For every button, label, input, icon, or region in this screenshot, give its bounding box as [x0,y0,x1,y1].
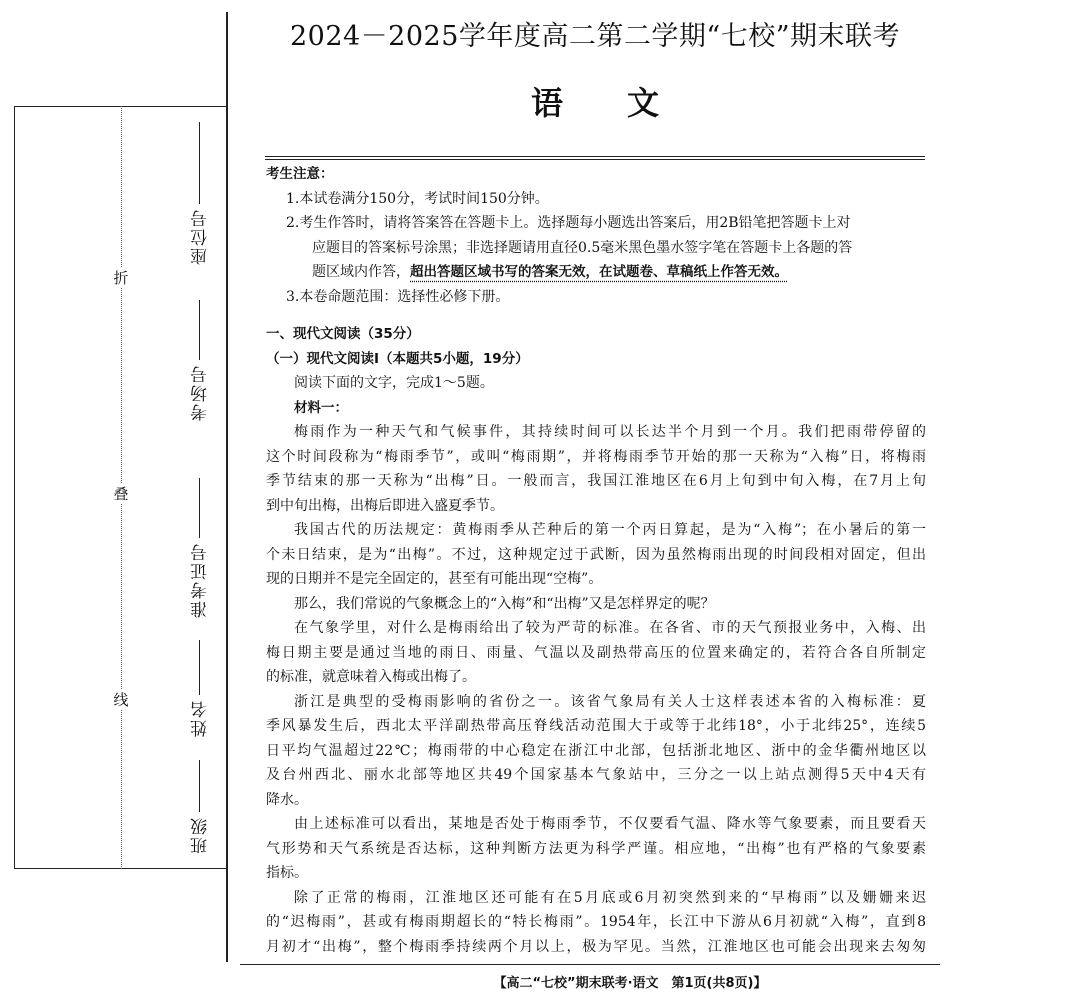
class-field[interactable] [188,760,212,870]
passage-line: 降水。 [266,791,308,808]
footer-rule [240,964,940,965]
passage-line: 我国古代的历法规定：黄梅雨季从芒种后的第一个丙日算起，是为“入梅”；在小暑后的第一 [294,522,926,538]
notice-item: 2.考生作答时，请将答案答在答题卡上。选择题每小题选出答案后，用2B铅笔把答题卡上对 [286,215,851,231]
passage-line: 个未日结束，是为“出梅”。不过，这种规定过于武断，因为虽然梅雨出现的时间段相对固定，但出 [266,546,926,563]
notice-item [266,260,926,285]
passage-line: 及台州西北、丽水北部等地区共49个国家基本气象站中，三分之一以上站点测得5天中4天有 [266,767,926,783]
name-field[interactable] [188,640,212,760]
field-label: 班级 [191,816,211,854]
field-label: 准考证号 [191,542,211,618]
page-footer: 【高二“七校”期末联考·语文 第1页(共8页)】 [493,976,767,991]
exam-title: 2024－2025学年度高二第二学期“七校”期末联考 [289,21,901,52]
margin-left-border [14,106,15,869]
passage-line: 到中旬出梅，出梅后即进入盛夏季节。 [266,497,504,514]
passage-line: 在气象学里，对什么是梅雨给出了较为严苛的标准。在各省、市的天气预报业务中，入梅、出 [294,620,926,636]
passage-line: 季风暴发生后，西北太平洋副热带高压脊线活动范围大于或等于北纬18°，小于北纬25°，连续5 [266,718,926,734]
exam-room-field[interactable] [188,300,212,430]
header-rule [265,156,925,157]
notice-item: 1.本试卷满分150分，考试时间150分钟。 [286,190,549,207]
notice-item: 3.本卷命题范围：选择性必修下册。 [286,288,510,305]
section-heading: 一、现代文阅读（35分） [266,326,420,342]
fold-char: 线 [110,690,132,710]
instruction: 阅读下面的文字，完成1～5题。 [294,375,494,391]
subject-title: 语 文 [530,84,659,122]
notice-text: 题区域内作答， [312,264,410,280]
passage-line: 那么，我们常说的气象概念上的“入梅”和“出梅”又是怎样界定的呢？ [294,595,715,612]
field-label: 姓名 [191,699,211,737]
admission-number-field[interactable] [188,478,212,648]
notice-heading: 考生注意： [266,166,334,182]
passage-line: 梅日期主要是通过当地的雨日、雨量、气温以及副热带高压的位置来确定的，若符合各自所制定 [266,644,926,661]
fold-char: 叠 [110,484,132,504]
header-rule [265,159,925,160]
passage-line: 的“迟梅雨”，甚或有梅雨期超长的“特长梅雨”。1954年，长江中下游从6月初就“入梅”，直到8 [266,914,926,930]
passage-line: 由上述标准可以看出，某地是否处于梅雨季节，不仅要看气温、降水等气象要素，而且要看天 [294,816,926,832]
notice-emphasis: 超出答题区域书写的答案无效，在试题卷、草稿纸上作答无效。 [410,264,788,280]
passage-line: 梅雨作为一种天气和气候事件，其持续时间可以长达半个月到一个月。我们把雨带停留的 [294,424,926,440]
passage-line: 季节结束的那一天称为“出梅”日。一般而言，我国江淮地区在6月上旬到中旬入梅，在7月上旬 [266,473,926,489]
passage-line: 日平均气温超过22℃；梅雨带的中心稳定在浙江中北部，包括浙北地区、浙中的金华衢州地区以 [266,742,926,759]
binding-margin [0,0,228,1005]
notice-item: 应题目的答案标号涂黑；非选择题请用直径0.5毫米黑色墨水签字笔在答题卡上各题的答 [312,239,853,256]
margin-border [226,12,228,962]
seat-number-field[interactable] [188,122,212,272]
passage-line: 现的日期并不是完全固定的，甚至有可能出现“空梅”。 [266,571,603,587]
passage-line: 浙江是典型的受梅雨影响的省份之一。该省气象局有关人士这样表述本省的入梅标准：夏 [294,693,926,710]
passage-line: 指标。 [266,865,308,881]
passage-line: 气形势和天气系统是否达标，这种判断方法更为科学严谨。相应地，“出梅”也有严格的气象要素 [266,840,926,857]
margin-divider-top [14,106,226,107]
fold-char: 折 [110,268,132,288]
passage-line: 的标准，就意味着入梅或出梅了。 [266,669,476,685]
passage [266,420,926,959]
exam-content [266,162,926,959]
field-label: 座位号 [191,208,211,265]
passage-line: 这个时间段称为“梅雨季节”，或叫“梅雨期”，并将梅雨季节开始的那一天称为“入梅”日，将梅雨 [266,448,926,465]
material-label: 材料一： [294,399,348,416]
passage-line: 除了正常的梅雨，江淮地区还可能有在5月底或6月初突然到来的“早梅雨”以及姗姗来迟 [294,889,926,906]
passage-line: 月初才“出梅”，整个梅雨季持续两个月以上，极为罕见。当然，江淮地区也可能会出现来去匆匆 [266,938,926,955]
field-label: 考场号 [191,364,211,421]
section-subheading: （一）现代文阅读Ⅰ（本题共5小题，19分） [266,350,529,367]
